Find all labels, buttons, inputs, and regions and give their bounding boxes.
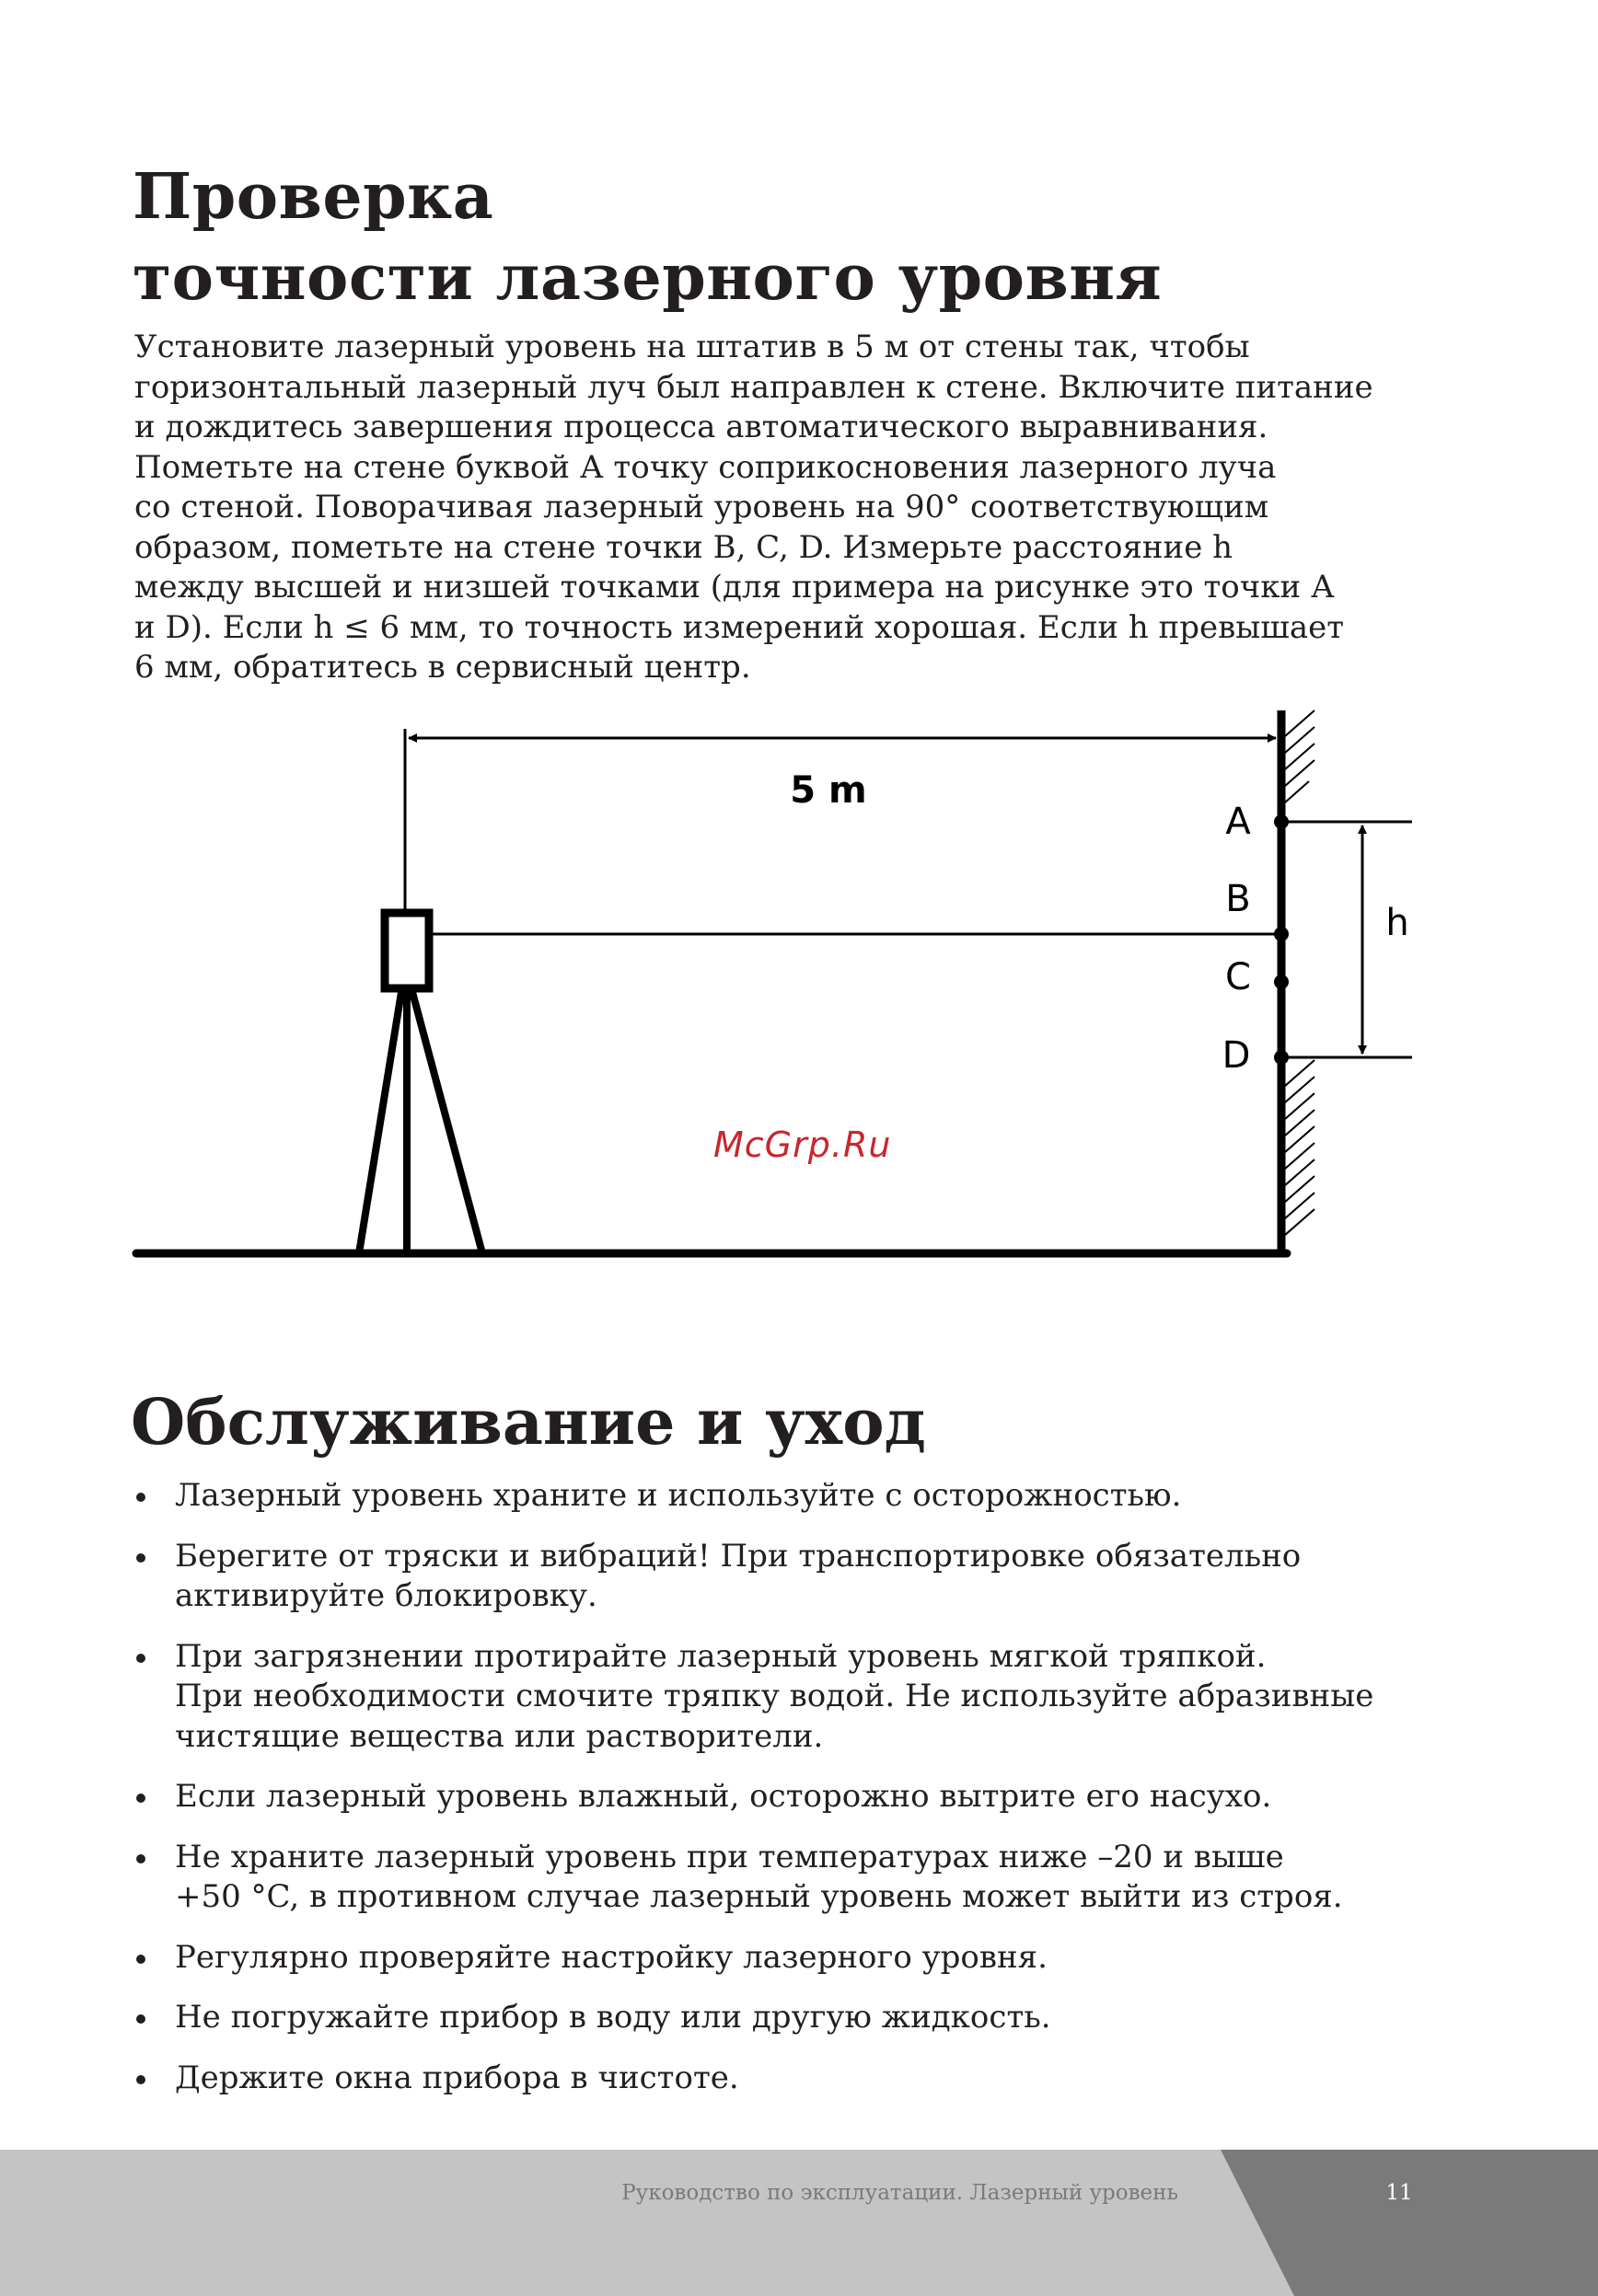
title-line-1: Проверка xyxy=(133,160,494,234)
height-label: h xyxy=(1385,902,1409,944)
tripod xyxy=(359,992,482,1253)
point-b-label: B xyxy=(1225,878,1251,920)
distance-label: 5 m xyxy=(790,769,867,812)
list-item: Берегите от тряски и вибраций! При транспортировке обязательно активируйте блокировку. xyxy=(134,1537,1534,1617)
point-b-dot xyxy=(1274,927,1289,941)
page-number: 11 xyxy=(1385,2181,1413,2205)
list-item: Лазерный уровень храните и используйте с осторожностью. xyxy=(134,1476,1534,1517)
accuracy-check-diagram xyxy=(0,699,1598,1279)
maintenance-list xyxy=(134,1476,1534,2118)
list-item: Не погружайте прибор в воду или другую жидкость. xyxy=(134,1998,1534,2038)
point-c-label: C xyxy=(1225,956,1251,998)
list-item: Если лазерный уровень влажный, осторожно вытрите его насухо. xyxy=(134,1777,1534,1817)
page-title xyxy=(133,156,1162,318)
point-d-label: D xyxy=(1222,1034,1251,1077)
list-item: Регулярно проверяйте настройку лазерного уровня. xyxy=(134,1938,1534,1979)
footer-manual-title: Руководство по эксплуатации. Лазерный уровень xyxy=(621,2181,1178,2205)
point-c-dot xyxy=(1274,975,1289,989)
title-line-2: точности лазерного уровня xyxy=(133,241,1163,315)
laser-level-box xyxy=(385,913,429,988)
list-item: Не храните лазерный уровень при температурах ниже –20 и выше +50 °C, в противном случае лазерный уровень может выйти из строя. xyxy=(134,1838,1534,1918)
list-item: При загрязнении протирайте лазерный уровень мягкой тряпкой. При необходимости смочите тряпку водой. Не используйте абразивные чистящие вещества или растворители. xyxy=(134,1637,1534,1758)
intro-paragraph: Установите лазерный уровень на штатив в 5 м от стены так, чтобы горизонтальный лазерный луч был направлен к стене. Включите питание и дождитесь завершения процесса автоматического выравнивания. Пометьте на стене буквой А точку соприкосновения лазерного луча со стеной. Поворачивая лазерный уровень на 90° соответствующим образом, пометьте на стене точки B, C, D. Измерьте расстояние h между высшей и низшей точками (для примера на рисунке это точки А и D). Если h ≤ 6 мм, то точность измерений хорошая. Если h превышает 6 мм, обратитесь в сервисный центр. xyxy=(134,329,1373,686)
wall-hatching xyxy=(1285,710,1314,1235)
point-a-label: A xyxy=(1225,801,1251,843)
list-item: Держите окна прибора в чистоте. xyxy=(134,2059,1534,2099)
section-title-maintenance: Обслуживание и уход xyxy=(131,1386,926,1460)
watermark: McGrp.Ru xyxy=(713,1125,892,1165)
